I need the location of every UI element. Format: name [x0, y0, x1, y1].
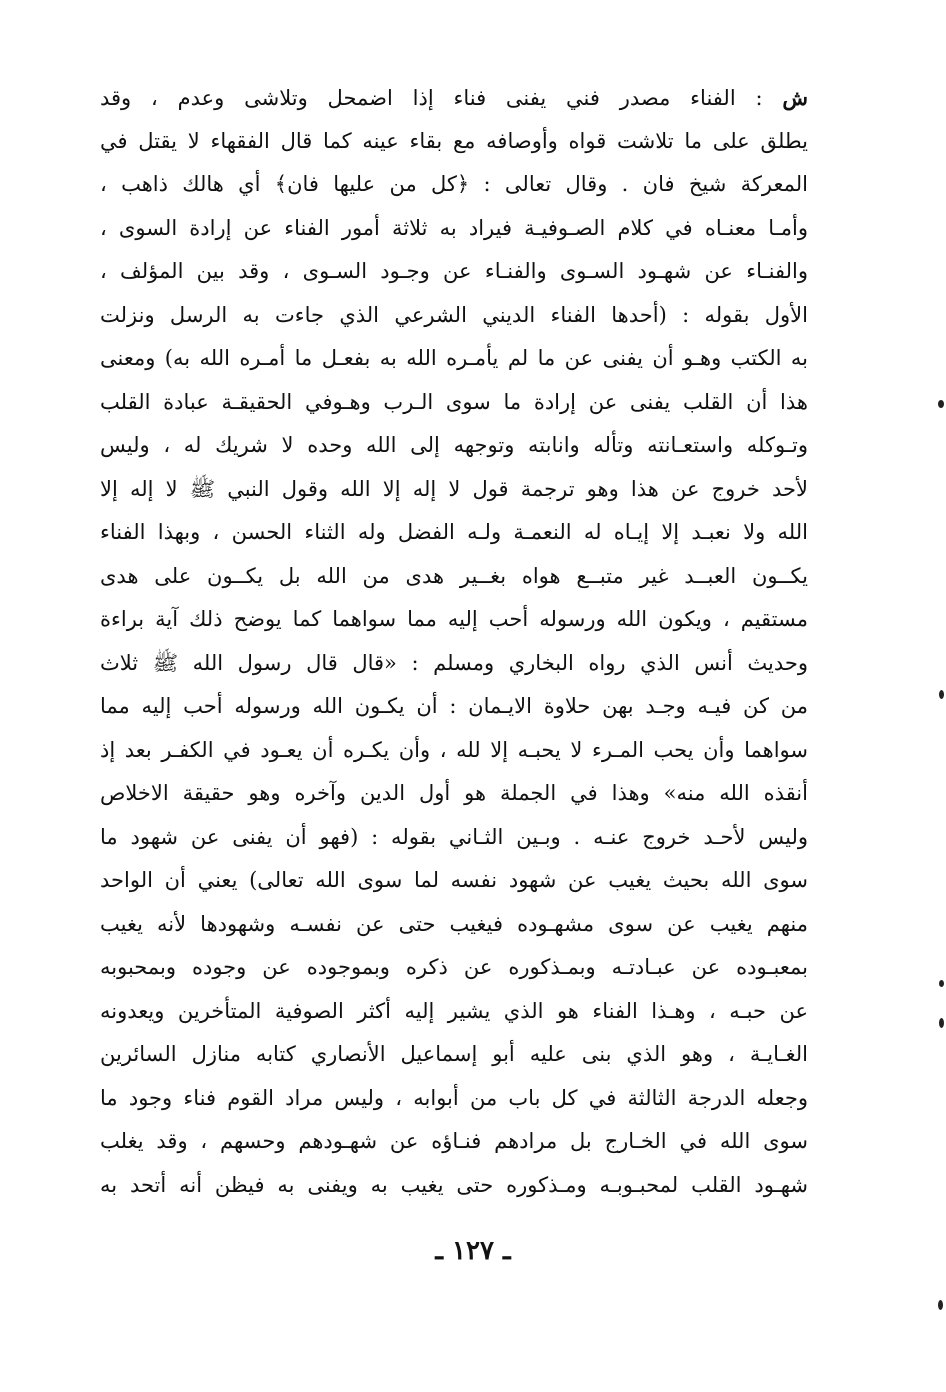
- text-line: [100, 163, 808, 207]
- text-line: [100, 555, 808, 599]
- line-text: سوى الله بحيث يغيب عن شهود نفسه لما سوى الله تعالى) يعني أن الواحد: [100, 868, 808, 892]
- line-text: سوى الله في الخـارج بل مرادهم فنـاؤه عن شهـودهم وحسهم ، وقد يغلب: [100, 1129, 808, 1153]
- line-text: الغـايـة ، وهو الذي بنى عليه أبو إسماعيل الأنصاري كتابه منازل السائرين: [100, 1042, 808, 1066]
- line-text: المعركة شيخ فان . وقال تعالى : ﴿كل من عليها فان﴾ أي هالك ذاهب ،: [100, 172, 808, 196]
- line-text: منهم يغيب عن سوى مشهـوده فيغيب حتى عن نفسـه وشهودها لأنه يغيب: [100, 911, 808, 936]
- text-line: [100, 120, 808, 164]
- text-line: [100, 294, 808, 338]
- text-line: [100, 468, 808, 512]
- line-text: : الفناء مصدر فني يفنى فناء إذا اضمحل وتلاشى وعدم ، وقد: [100, 86, 783, 110]
- text-line: [100, 76, 808, 120]
- line-text: وجعله الدرجة الثالثة في كل باب من أبوابه ، وليس مراد القوم فناء وجود ما: [100, 1085, 808, 1110]
- line-text: وتـوكله واستعـانته وتأله وانابته وتوجهه إلى الله وحده لا شريك له ، وليس: [100, 433, 808, 457]
- text-line: [100, 1033, 808, 1077]
- line-text: هذا أن القلب يفنى عن إرادة ما سوى الـرب وهـوفي الحقيقـة عبادة القلب: [100, 389, 808, 414]
- text-line: [100, 685, 808, 729]
- text-line: [100, 946, 808, 990]
- line-text: وأمـا معنـاه في كلام الصـوفيـة فيراد به ثلاثة أمور الفناء عن إرادة السوى ،: [100, 215, 808, 240]
- line-text: يطلق على ما تلاشت قواه وأوصافه مع بقاء عينه كما قال الفقهاء لا يقتل في: [100, 128, 808, 153]
- line-text: أنقذه الله منه» وهذا في الجملة هو أول الدين وآخره وهو حقيقة الاخلاص: [100, 781, 808, 805]
- text-line: [100, 511, 808, 555]
- line-text: سواهما وأن يحب المـرء لا يحبـه إلا لله ، وأن يكـره أن يعـود في الكفـر بعد إذ: [100, 737, 808, 762]
- margin-speck: [939, 980, 944, 987]
- margin-speck: [939, 690, 944, 699]
- margin-speck: [938, 1300, 943, 1310]
- line-text: الله ولا نعبـد إلا إيـاه له النعمـة ولـه الفضل وله الثناء الحسن ، وبهذا الفناء: [100, 520, 808, 544]
- text-line: [100, 1164, 808, 1208]
- margin-speck: [938, 400, 944, 408]
- text-line: [100, 642, 808, 686]
- line-text: عن حبـه ، وهـذا الفناء هو الذي يشير إليه أكثر الصوفية المتأخرين ويعدونه: [100, 998, 808, 1023]
- text-line: [100, 598, 808, 642]
- text-line: [100, 207, 808, 251]
- text-line: [100, 381, 808, 425]
- text-line: [100, 729, 808, 773]
- line-text: لأحد خروج عن هذا وهو ترجمة قول لا إله إلا الله وقول النبي ﷺ لا إله إلا: [100, 476, 808, 501]
- text-line: [100, 772, 808, 816]
- commentary-text: [100, 76, 808, 1207]
- line-text: وحديث أنس الذي رواه البخاري ومسلم : «قال قال رسول الله ﷺ ثلاث: [100, 650, 808, 675]
- line-text: وليس لأحـد خروج عنـه . وبـين الثـاني بقوله : (فهو أن يفنى عن شهود ما: [100, 824, 808, 849]
- line-text: والفنـاء عن شهـود السـوى والفنـاء عن وجـود السـوى ، وقد بين المؤلف ،: [100, 259, 808, 283]
- page-number: ـ ١٢٧ ـ: [435, 1236, 511, 1266]
- text-line: [100, 250, 808, 294]
- line-text: به الكتب وهـو أن يفنى عن ما لم يأمـره الله به بفعـل ما أمـره الله به) ومعنى: [100, 346, 808, 370]
- margin-speck: [939, 1018, 944, 1028]
- line-text: بمعبـوده عن عبـادتـه وبمـذكوره عن ذكره وبموجوده عن وجوده وبمحبوبه: [100, 955, 808, 979]
- text-line: [100, 337, 808, 381]
- line-text: شهـود القلب لمحبـوبـه ومـذكوره حتى يغيب به ويفنى به فيظن أنه أتحد به: [100, 1172, 808, 1197]
- line-text: من كن فيـه وجـد بهن حلاوة الايـمان : أن يكـون الله ورسوله أحب إليه مما: [100, 694, 808, 718]
- text-line: [100, 1077, 808, 1121]
- text-line: [100, 859, 808, 903]
- line-text: مستقيم ، ويكون الله ورسوله أحب إليه مما سواهما كما يوضح ذلك آية براءة: [100, 607, 808, 631]
- text-line: [100, 1120, 808, 1164]
- text-line: [100, 816, 808, 860]
- text-line: [100, 424, 808, 468]
- line-text: الأول بقوله : (أحدها الفناء الديني الشرعي الذي جاءت به الرسل ونزلت: [100, 302, 808, 327]
- text-line: [100, 903, 808, 947]
- line-lead-marker: ش: [782, 85, 808, 110]
- line-text: يكــون العبــد غير متبــع هواه بغــير هدى من الله بل يكــون على هدى: [100, 563, 808, 588]
- text-line: [100, 990, 808, 1034]
